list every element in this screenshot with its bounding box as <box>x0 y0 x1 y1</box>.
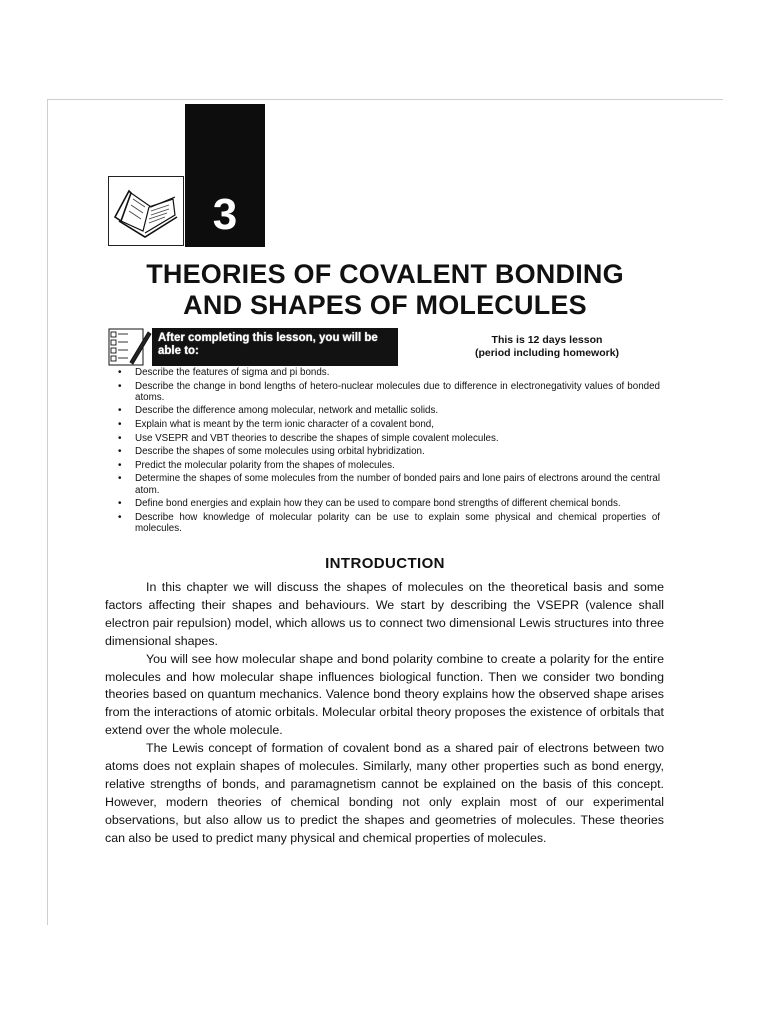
list-item: • Describe the shapes of some molecules using orbital hybridization. <box>118 446 660 457</box>
list-item: • Determine the shapes of some molecules from the number of bonded pairs and lone pairs of electrons around the central atom. <box>118 473 660 495</box>
paragraph: You will see how molecular shape and bond polarity combine to create a polarity for the entire molecules and how molecular shape influences biological function. Then we consider two bonding theories based on quantum mechanics. Valence bond theory explains how the observed shape arises from the interactions of atomic orbitals. Molecular orbital theory proposes the existence of orbitals that extend over the whole molecule. <box>105 651 664 738</box>
list-item: • Describe the features of sigma and pi bonds. <box>118 367 660 378</box>
paragraph: In this chapter we will discuss the shapes of molecules on the theoretical basis and some factors affecting their shapes and behaviours. We start by describing the VSEPR (valence shall electron pair repulsion) model, which allows us to connect two dimensional Lewis structures into three dimensional shapes. <box>105 580 664 648</box>
paragraph: The Lewis concept of formation of covalent bond as a shared pair of electrons between two atoms does not explain shapes of molecules. Similarly, many other properties such as bond energy, relative strengths of bonds, and paramagnetism cannot be explained on the basis of this concept. However, modern theories of chemical bonding not only explain most of our experimental observations, but also allow us to predict the shapes and geometries of molecules. These theories can also be used to predict many physical and chemical properties of molecules. <box>105 741 664 845</box>
page-border-top <box>48 99 723 100</box>
chapter-title <box>100 259 670 321</box>
chapter-number: 3 <box>212 190 238 239</box>
objectives-list <box>118 367 660 537</box>
lesson-duration-line1: This is 12 days lesson <box>491 334 603 346</box>
list-item: • Predict the molecular polarity from the shapes of molecules. <box>118 460 660 471</box>
checklist-pencil-icon <box>108 328 152 366</box>
open-book-icon <box>108 176 184 246</box>
list-item: • Describe how knowledge of molecular polarity can be use to explain some physical and chemical properties of molecules. <box>118 512 660 534</box>
lesson-duration <box>450 334 644 360</box>
list-item: • Define bond energies and explain how they can be used to compare bond strengths of different chemical bonds. <box>118 498 660 509</box>
list-item: • Describe the difference among molecular, network and metallic solids. <box>118 405 660 416</box>
chapter-number-block <box>185 104 265 247</box>
lesson-duration-line2: (period including homework) <box>474 347 620 359</box>
page-border-left <box>47 99 48 925</box>
introduction-heading: INTRODUCTION <box>325 555 445 572</box>
introduction-body <box>105 579 664 848</box>
objectives-banner: After completing this lesson, you will be able to: <box>152 328 398 366</box>
chapter-title-line2: AND SHAPES OF MOLECULES <box>183 290 587 320</box>
list-item: • Explain what is meant by the term ionic character of a covalent bond, <box>118 419 660 430</box>
list-item: • Use VSEPR and VBT theories to describe the shapes of simple covalent molecules. <box>118 433 660 444</box>
list-item: • Describe the change in bond lengths of hetero-nuclear molecules due to difference in electronegativity values of bonded atoms. <box>118 381 660 403</box>
chapter-title-line1: THEORIES OF COVALENT BONDING <box>146 259 624 289</box>
